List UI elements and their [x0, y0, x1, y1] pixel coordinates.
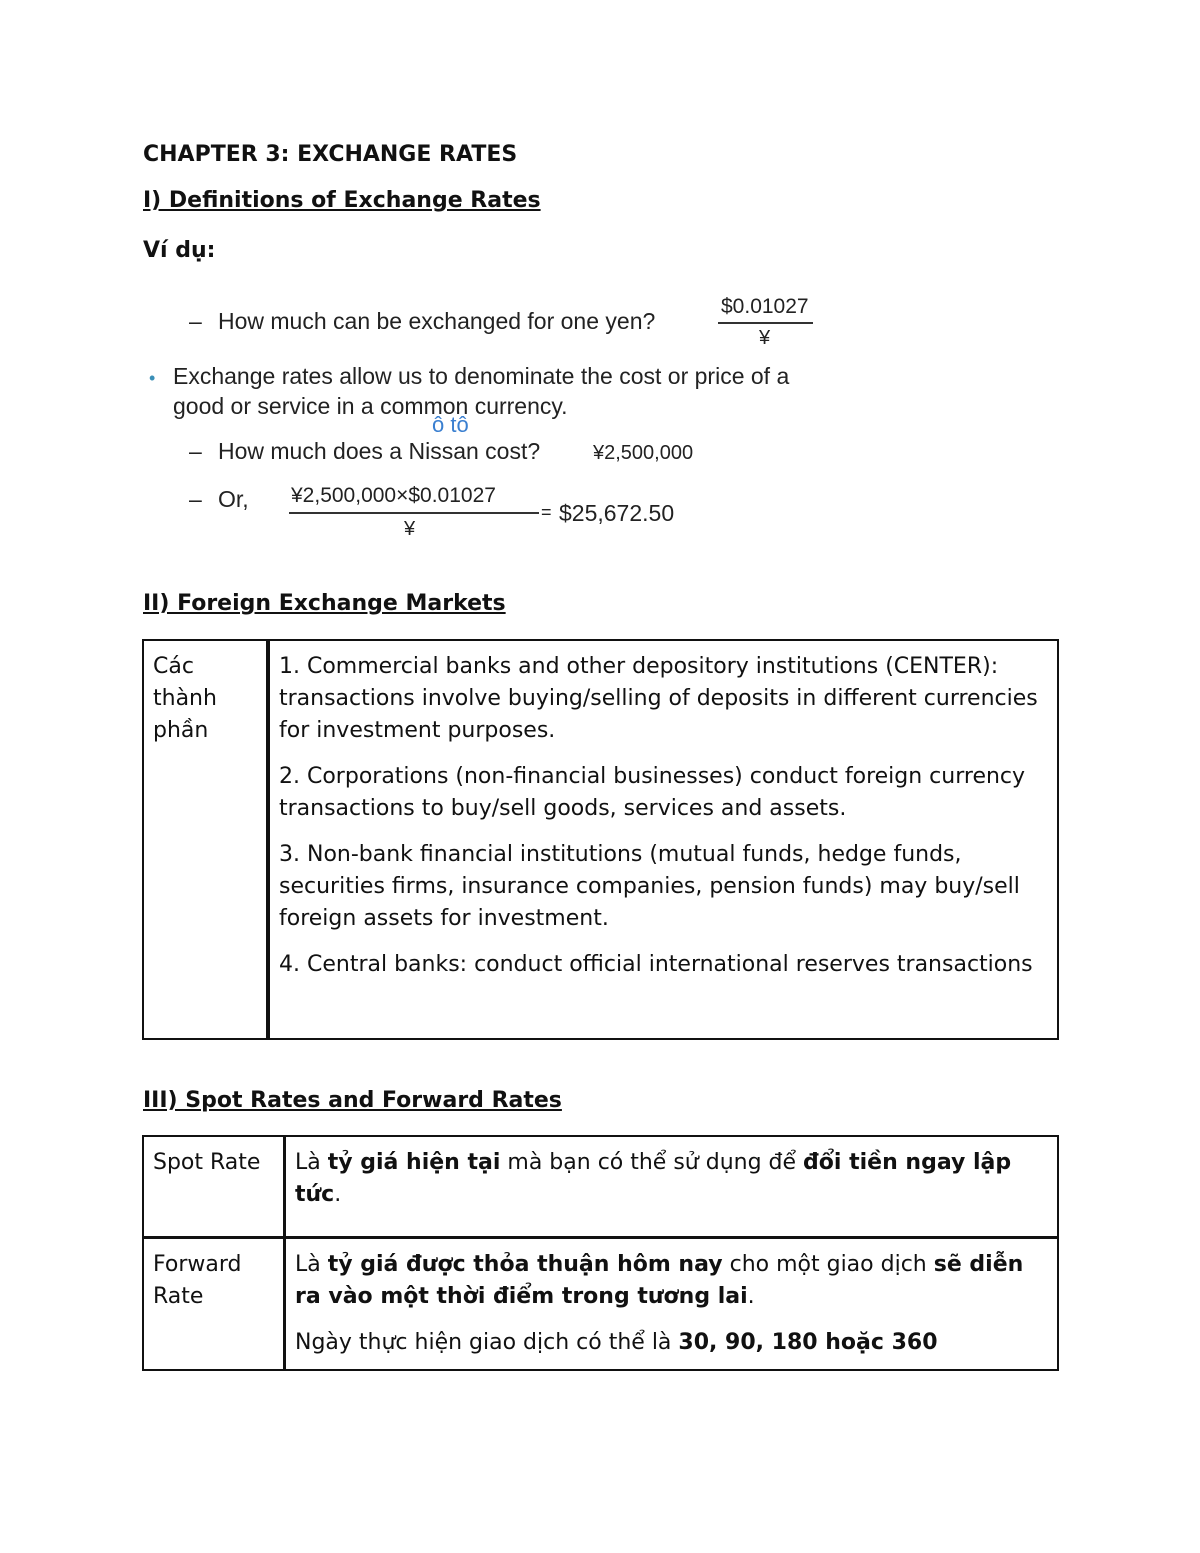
text-run: Là	[295, 1252, 328, 1277]
spot-forward-table	[142, 1135, 1059, 1371]
spot-rate-definition	[285, 1136, 1059, 1238]
fraction-numerator: $0.01027	[721, 295, 809, 318]
slide-image	[143, 272, 863, 552]
forward-paragraph-2	[295, 1327, 1048, 1359]
dash-marker: –	[189, 438, 202, 464]
calc-numerator: ¥2,500,000×$0.01027	[291, 484, 496, 507]
bold-run: đổi tiền ngay lập tức	[295, 1150, 1012, 1207]
forward-rate-definition	[285, 1238, 1059, 1371]
chapter-title: CHAPTER 3: EXCHANGE RATES	[143, 142, 518, 167]
table-row	[143, 1238, 1058, 1371]
list-item: 2. Corporations (non-financial businesses) conduct foreign currency transactions to buy/sell goods, services and assets.	[279, 764, 1026, 821]
calc-result: $25,672.50	[559, 500, 675, 526]
text-run: cho một giao dịch	[722, 1252, 934, 1277]
slide-bullet-line2: good or service in a common currency.	[173, 393, 568, 419]
text-run: Là	[295, 1150, 328, 1175]
forward-rate-label: Forward Rate	[143, 1238, 285, 1371]
markets-label-cell: Các thành phần	[143, 640, 268, 1039]
slide-bullet-line1: Exchange rates allow us to denominate the cost or price of a	[173, 363, 790, 389]
forward-paragraph-1	[295, 1249, 1048, 1313]
text-run: mà bạn có thể sử dụng để	[500, 1150, 804, 1175]
nissan-price: ¥2,500,000	[593, 442, 694, 464]
slide-question-nissan: How much does a Nissan cost?	[218, 438, 541, 464]
bold-run: sẽ diễn ra vào một thời điểm trong tương lai	[295, 1252, 1024, 1309]
text-run: .	[747, 1284, 755, 1309]
example-label: Ví dụ:	[143, 238, 216, 263]
fraction-denominator: ¥	[759, 327, 771, 349]
slide-question-yen: How much can be exchanged for one yen?	[218, 308, 656, 334]
section-heading-markets: II) Foreign Exchange Markets	[143, 591, 506, 616]
list-item: 1. Commercial banks and other depository institutions (CENTER): transactions involve buying/selling of deposits in different currencies for investment purposes.	[279, 654, 1038, 743]
dash-marker: –	[189, 486, 202, 512]
section-heading-spot-forward: III) Spot Rates and Forward Rates	[143, 1088, 562, 1113]
bold-run: tỷ giá hiện tại	[327, 1150, 501, 1175]
fraction-bar	[718, 322, 813, 324]
equals-sign: =	[541, 502, 552, 522]
spot-rate-label: Spot Rate	[143, 1136, 285, 1238]
or-label: Or,	[218, 486, 249, 512]
list-item: 4. Central banks: conduct official international reserves transactions	[279, 952, 1033, 977]
table-row	[143, 1136, 1058, 1238]
text-run: Ngày thực hiện giao dịch có thể là	[295, 1330, 679, 1355]
calc-denominator: ¥	[404, 518, 416, 540]
bold-run: tỷ giá được thỏa thuận hôm nay	[327, 1252, 723, 1277]
handwritten-note: ô tô	[432, 412, 469, 437]
list-item: 3. Non-bank financial institutions (mutual funds, hedge funds, securities firms, insurance companies, pension funds) may buy/sell foreign assets for investment.	[279, 842, 1020, 931]
markets-table	[142, 639, 1059, 1040]
bullet-icon: •	[149, 368, 156, 388]
text-run: .	[334, 1182, 342, 1207]
markets-content-cell	[268, 640, 1058, 1039]
dash-marker: –	[189, 308, 202, 334]
calc-fraction-bar	[289, 512, 539, 514]
table-row	[143, 640, 1058, 1039]
bold-run: 30, 90, 180 hoặc 360	[678, 1330, 938, 1355]
section-heading-definitions: I) Definitions of Exchange Rates	[143, 188, 541, 213]
